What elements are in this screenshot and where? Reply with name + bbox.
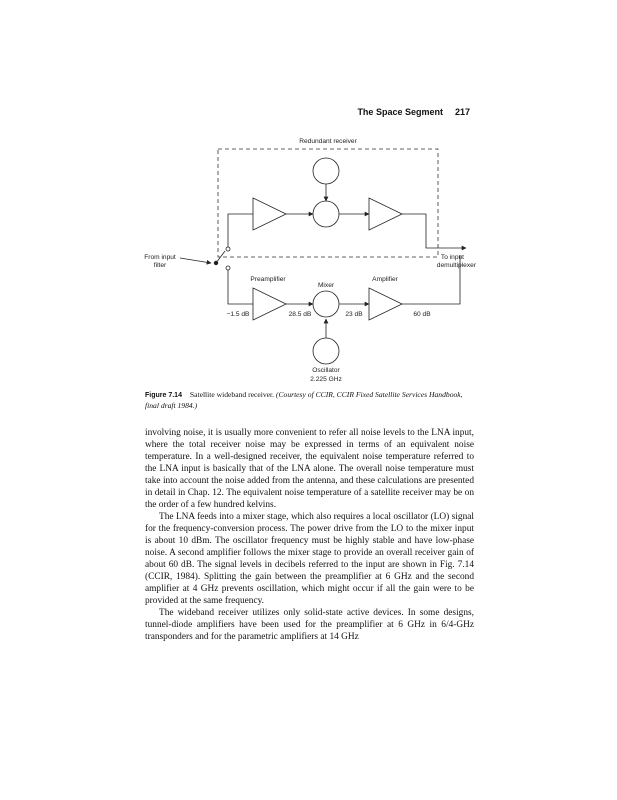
- redundant-receiver-boundary: [218, 149, 438, 257]
- mixer-label: Mixer: [317, 282, 335, 289]
- oscillator-label-line1: Oscillator: [312, 367, 340, 374]
- redundant-preamplifier: [253, 198, 286, 230]
- main-chain: [228, 255, 460, 364]
- paragraph: involving noise, it is usually more convenient to refer all noise levels to the LNA input, where the total receiver noise may be expressed in terms of an equivalent noise temperature. In a well-designed receiver, the equivalent noise temperature referred to the LNA input is basically that of the LNA alone. The overall noise temperature must take into account the noise added from the antenna, and these calculations are presented in detail in Chap. 12. The equivalent noise temperature of a satellite receiver may be on the order of a few hundred kelvins.: [145, 428, 474, 510]
- amplifier-label: Amplifier: [372, 276, 398, 283]
- mixer: [313, 291, 339, 317]
- running-header: [300, 107, 470, 117]
- from-input-label-line1: From input: [144, 254, 176, 261]
- redundant-receiver-label: Redundant receiver: [299, 138, 357, 145]
- body-text: [145, 427, 474, 643]
- to-input-label-line1: To input: [440, 254, 464, 261]
- caption-credit: (Courtesy of CCIR, CCIR Fixed Satellite Services Handbook, final draft 1984.): [145, 390, 463, 410]
- level-amplifier-output: 60 dB: [413, 311, 431, 318]
- oscillator: [313, 338, 339, 364]
- preamplifier-label: Preamplifier: [250, 276, 286, 283]
- level-mixer-output: 23 dB: [345, 311, 363, 318]
- figure-number: Figure 7.14: [145, 392, 182, 399]
- receiver-block-diagram: [140, 130, 480, 390]
- level-preamp-input: −1.5 dB: [226, 311, 250, 318]
- input-switch: [180, 247, 230, 270]
- to-input-label-line2: demultiplexer: [436, 262, 476, 269]
- page-number: 217: [454, 107, 470, 117]
- from-input-label-line2: filter: [153, 262, 167, 269]
- oscillator-label-line2: 2.225 GHz: [310, 376, 342, 383]
- redundant-oscillator: [313, 158, 339, 184]
- amplifier: [369, 288, 402, 320]
- figure-caption: [145, 390, 475, 411]
- caption-text: Satellite wideband receiver.: [189, 390, 275, 399]
- redundant-chain: [228, 158, 466, 248]
- level-preamp-output: 28.5 dB: [288, 311, 312, 318]
- preamplifier: [253, 288, 286, 320]
- paragraph: The wideband receiver utilizes only solid-state active devices. In some designs, tunnel-diode amplifiers have been used for the preamplifier at 6 GHz in 6/4-GHz transponders and for the parametric amplifiers at 14 GHz: [145, 608, 474, 642]
- redundant-mixer: [313, 201, 339, 227]
- section-title: The Space Segment: [357, 107, 443, 117]
- redundant-amplifier: [369, 198, 402, 230]
- paragraph: The LNA feeds into a mixer stage, which also requires a local oscillator (LO) signal for the frequency-conversion process. The power drive from the LO to the mixer input is about 10 dBm. The oscillator frequency must be highly stable and have low-phase noise. A second amplifier follows the mixer stage to provide an overall receiver gain of about 60 dB. The signal levels in decibels referred to the input are shown in Fig. 7.14 (CCIR, 1984). Splitting the gain between the preamplifier at 6 GHz and the second amplifier at 4 GHz prevents oscillation, which might occur if all the gain were to be provided at the same frequency.: [145, 512, 474, 606]
